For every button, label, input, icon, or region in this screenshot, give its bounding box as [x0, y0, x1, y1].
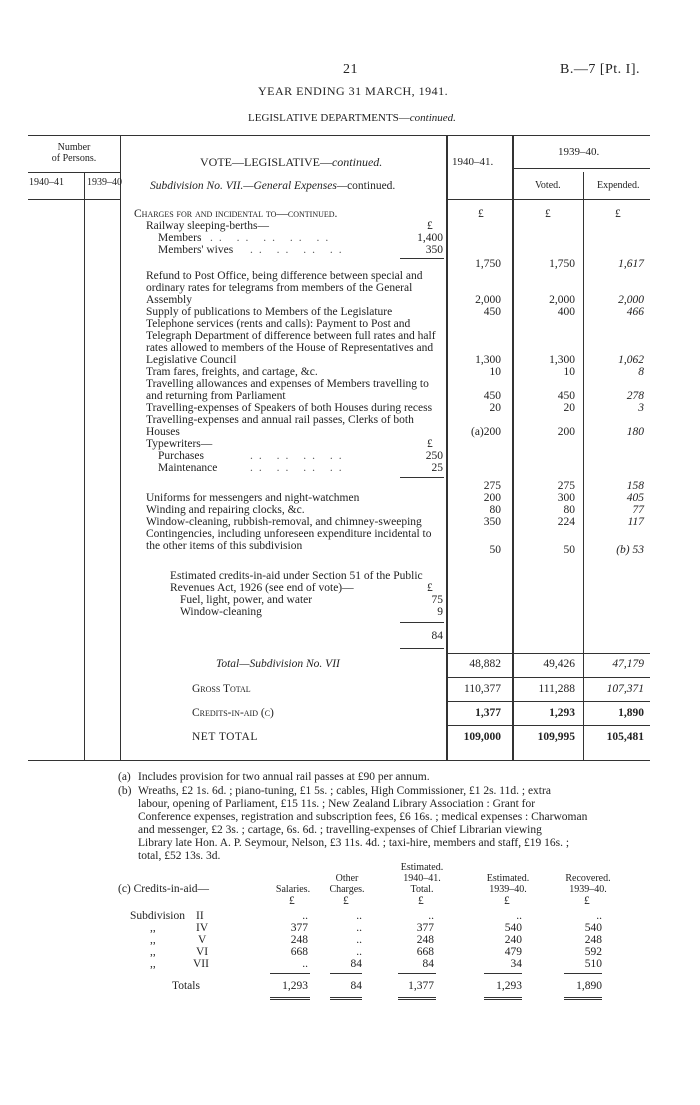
footnote-b [138, 785, 587, 863]
section-continued: continued. [409, 112, 456, 124]
table-bottom-rule [28, 760, 650, 761]
typewriters-voted: 275 [557, 480, 575, 492]
leader-dots: .. .. .. .. [250, 244, 348, 256]
telephone-label: Telephone services (rents and calls): Payment to Post and Telegraph Department of difference between full rates and half rates allowed to members of the House of Representatives and Legislative Council [146, 318, 436, 366]
tram-fares-voted: 10 [563, 366, 575, 378]
ct-currency: £ [289, 895, 295, 907]
speakers-travel-1940-41: 20 [489, 402, 501, 414]
publications-label: Supply of publications to Members of the Legislature [146, 306, 393, 318]
credits-currency: £ [427, 582, 433, 594]
footnote-b-line: Library late Hon. A. P. Seymour, Nelson, £3 11s. 4d. ; taxi-hire, members and staff, £19 16s. ; [138, 837, 570, 849]
ditto-mark: ,, [150, 946, 156, 958]
ct-rule [270, 973, 310, 974]
subdivision-total-1940-41: 48,882 [469, 658, 501, 670]
net-total-expended: 105,481 [606, 731, 644, 743]
ct-rec: .. [596, 910, 602, 922]
tram-fares-label: Tram fares, freights, and cartage, &c. [146, 366, 318, 378]
uniforms-voted: 300 [557, 492, 575, 504]
publications-voted: 400 [557, 306, 575, 318]
fuel-label: Fuel, light, power, and water [180, 594, 313, 606]
ct-est: 240 [504, 934, 522, 946]
currency-1940-41: £ [478, 208, 484, 220]
credits-in-aid-label: Credits-in-aid (c) [192, 707, 274, 719]
railway-currency: £ [427, 220, 433, 232]
vote-title-continued: continued. [331, 155, 383, 169]
subdivision-total-expended: 47,179 [612, 658, 644, 670]
subdivision-total-label: Total—Subdivision No. VII [216, 658, 340, 670]
leader-dots: .. .. .. .. [250, 450, 348, 462]
ct-rec: 592 [584, 946, 602, 958]
years-header-rule [513, 168, 650, 169]
ct-subdivision-word: Subdivision [130, 910, 185, 922]
footnote-b-line: Conference expenses, registration and subscription fees, £6 16s. ; medical expenses : Charwoman [138, 811, 588, 823]
typewriters-heading: Typewriters— [146, 438, 213, 450]
section-heading [248, 112, 456, 124]
contingencies-label: Contingencies, including unforeseen expenditure incidental to the other items of this subdivision [146, 528, 432, 552]
credits-in-aid-1940-41: 1,377 [475, 707, 501, 719]
net-total-rule [446, 725, 650, 726]
refund-voted: 2,000 [549, 294, 575, 306]
refund-expended: 2,000 [618, 294, 644, 306]
ct-rec: 248 [584, 934, 602, 946]
ct-est: 34 [510, 958, 522, 970]
railway-voted: 1,750 [549, 258, 575, 270]
speakers-travel-label: Travelling-expenses of Speakers of both Houses during recess [146, 402, 433, 414]
window-cleaning-voted: 224 [557, 516, 575, 528]
clerks-travel-expended: 180 [626, 426, 644, 438]
ditto-mark: ,, [150, 934, 156, 946]
page-title: YEAR ENDING 31 MARCH, 1941. [258, 84, 449, 98]
ct-total-rec: 1,890 [576, 980, 602, 992]
net-total-1940-41: 109,000 [463, 731, 501, 743]
travelling-allowances-label: Travelling allowances and expenses of Members travelling to and returning from Parliament [146, 378, 429, 402]
ct-double-rule [270, 997, 310, 1000]
col-1939-40-heading: 1939–40. [558, 146, 600, 158]
clocks-1940-41: 80 [489, 504, 501, 516]
ct-recovered-1939-40-heading: Recovered. 1939–40. [565, 873, 611, 895]
ct-rule [330, 973, 362, 974]
amount-column-rule-3 [583, 172, 584, 760]
window-credit-label: Window-cleaning [180, 606, 262, 618]
gross-total-label: Gross Total [192, 683, 251, 695]
amount-column-rule-2 [512, 135, 514, 760]
uniforms-label: Uniforms for messengers and night-watchmen [146, 492, 360, 504]
credits-intro: Estimated credits-in-aid under Section 51 of the Public Revenues Act, 1926 (see end of vote)— [170, 570, 423, 594]
travelling-allowances-expended: 278 [626, 390, 644, 402]
footnote-b-line: and messenger, £2 3s. ; cartage, 6s. 6d. ; travelling-expenses of Chief Librarian viewing [138, 824, 542, 836]
gross-total-rule [446, 677, 650, 678]
tram-fares-expended: 8 [638, 366, 644, 378]
refund-1940-41: 2,000 [475, 294, 501, 306]
footnote-a: Includes provision for two annual rail passes at £90 per annum. [138, 771, 430, 783]
ct-estimated-1940-41-heading: Estimated. 1940–41. Total. [400, 862, 444, 895]
railway-subtotal-rule [400, 258, 444, 259]
ct-sal: 668 [290, 946, 308, 958]
ct-oth: .. [356, 934, 362, 946]
window-cleaning-label: Window-cleaning, rubbish-removal, and chimney-sweeping [146, 516, 422, 528]
telephone-1940-41: 1,300 [475, 354, 501, 366]
subdivision-total-rule [446, 653, 650, 654]
table-top-rule [28, 135, 650, 136]
telephone-voted: 1,300 [549, 354, 575, 366]
ct-sub: IV [196, 922, 209, 934]
section-title: LEGISLATIVE DEPARTMENTS— [248, 112, 410, 124]
ct-tot: 377 [416, 922, 434, 934]
clerks-travel-1940-41: (a)200 [470, 426, 501, 438]
ct-totals-label: Totals [172, 980, 200, 992]
ct-currency: £ [418, 895, 424, 907]
telephone-expended: 1,062 [618, 354, 644, 366]
ct-rec: 510 [584, 958, 602, 970]
ditto-mark: ,, [150, 958, 156, 970]
clocks-expended: 77 [632, 504, 644, 516]
ct-sub: V [198, 934, 207, 946]
railway-wives-value: 350 [425, 244, 443, 256]
ct-estimated-1939-40-heading: Estimated. 1939–40. [486, 873, 530, 895]
ct-tot: 84 [422, 958, 434, 970]
credits-in-aid-rule [446, 701, 650, 702]
number-of-persons-heading: Number of Persons. [51, 142, 97, 164]
voted-heading: Voted. [535, 180, 561, 191]
ct-tot: .. [428, 910, 434, 922]
ct-sal: .. [302, 910, 308, 922]
footnote-b-line: labour, opening of Parliament, £15 11s. ; New Zealand Library Association : Grant for [138, 798, 536, 810]
ct-currency: £ [584, 895, 590, 907]
footnote-b-line: total, £52 13s. 3d. [138, 850, 221, 862]
tram-fares-1940-41: 10 [489, 366, 501, 378]
railway-members-value: 1,400 [417, 232, 443, 244]
ct-rule [398, 973, 436, 974]
credits-subtotal-rule [400, 622, 444, 623]
ct-sal: 377 [290, 922, 308, 934]
net-total-voted: 109,995 [537, 731, 575, 743]
expended-heading: Expended. [597, 180, 640, 191]
ct-currency: £ [504, 895, 510, 907]
ct-est: 540 [504, 922, 522, 934]
net-total-label: NET TOTAL [192, 731, 258, 743]
credits-in-aid-voted: 1,293 [549, 707, 575, 719]
leader-dots: .. .. .. .. .. [210, 232, 335, 244]
typewriters-currency: £ [427, 438, 433, 450]
currency-voted: £ [545, 208, 551, 220]
persons-subheader-rule [28, 199, 120, 200]
credits-in-aid-expended: 1,890 [618, 707, 644, 719]
contingencies-voted: 50 [563, 544, 575, 556]
gross-total-expended: 107,371 [606, 683, 644, 695]
typewriters-maintenance-value: 25 [431, 462, 443, 474]
ct-sal: 248 [290, 934, 308, 946]
typewriters-purchases-label: Purchases [158, 450, 204, 462]
ct-est: 479 [504, 946, 522, 958]
col-1940-41-heading: 1940–41. [452, 156, 494, 168]
ct-oth: 84 [350, 958, 362, 970]
amount-column-rule-1 [446, 135, 448, 760]
credits-total: 84 [431, 630, 443, 642]
year-1940-41-heading: 1940–41 [29, 177, 64, 188]
ct-sub: VII [193, 958, 209, 970]
year-1939-40-heading: 1939–40 [87, 177, 122, 188]
ct-double-rule [564, 997, 602, 1000]
leader-dots: .. .. .. .. [250, 462, 348, 474]
ct-sal: .. [302, 958, 308, 970]
ct-total-est: 1,293 [496, 980, 522, 992]
ct-double-rule [330, 997, 362, 1000]
credits-table-label: (c) Credits-in-aid— [118, 883, 210, 895]
currency-expended: £ [615, 208, 621, 220]
contingencies-1940-41: 50 [489, 544, 501, 556]
subdivision-heading [150, 180, 395, 192]
window-credit-value: 9 [437, 606, 443, 618]
railway-heading: Railway sleeping-berths— [146, 220, 269, 232]
charges-heading: Charges for and incidental to—continued. [134, 208, 338, 220]
ct-rule [484, 973, 522, 974]
vote-title-text: VOTE—LEGISLATIVE— [200, 155, 332, 169]
typewriters-1940-41: 275 [483, 480, 501, 492]
ct-est: .. [516, 910, 522, 922]
typewriters-purchases-value: 250 [425, 450, 443, 462]
persons-divider [84, 172, 85, 760]
publications-1940-41: 450 [483, 306, 501, 318]
footnote-b-mark: (b) [118, 785, 132, 797]
footnote-a-mark: (a) [118, 771, 131, 783]
typewriters-expended: 158 [626, 480, 644, 492]
ct-rule [564, 973, 602, 974]
clerks-travel-label: Travelling-expenses and annual rail passes, Clerks of both Houses [146, 414, 414, 438]
railway-members-label: Members [158, 232, 202, 244]
footnote-b-line: Wreaths, £2 1s. 6d. ; piano-tuning, £1 5s. ; cables, High Commissioner, £1 2s. 11d. ; extra [138, 785, 551, 797]
subdivision-total-voted: 49,426 [543, 658, 575, 670]
clerks-travel-voted: 200 [557, 426, 575, 438]
ct-salaries-heading: Salaries. [275, 884, 311, 895]
ct-other-charges-heading: Other Charges. [329, 873, 365, 895]
ct-double-rule [398, 997, 436, 1000]
ct-currency: £ [343, 895, 349, 907]
uniforms-1940-41: 200 [483, 492, 501, 504]
speakers-travel-expended: 3 [638, 402, 644, 414]
typewriters-maintenance-label: Maintenance [158, 462, 218, 474]
window-cleaning-expended: 117 [627, 516, 644, 528]
persons-header-rule [28, 172, 120, 173]
ct-oth: .. [356, 946, 362, 958]
publications-expended: 466 [626, 306, 644, 318]
ct-sub: II [196, 910, 204, 922]
ct-tot: 248 [416, 934, 434, 946]
ditto-mark: ,, [150, 922, 156, 934]
window-cleaning-1940-41: 350 [483, 516, 501, 528]
ct-total-oth: 84 [350, 980, 362, 992]
ct-total-sal: 1,293 [282, 980, 308, 992]
refund-post-office-label: Refund to Post Office, being difference between special and ordinary rates for telegrams from members of the General Assembly [146, 270, 423, 306]
ct-sub: VI [196, 946, 209, 958]
persons-column-rule [120, 135, 121, 760]
contingencies-expended: (b) 53 [616, 544, 644, 556]
ct-total-tot: 1,377 [408, 980, 434, 992]
page-number: 21 [343, 62, 358, 77]
subdivision-continued: continued. [347, 180, 396, 192]
fuel-value: 75 [431, 594, 443, 606]
clocks-voted: 80 [563, 504, 575, 516]
subdivision-title: Subdivision No. VII.—General Expenses— [150, 180, 348, 192]
vote-title [200, 155, 382, 170]
credits-total-rule [400, 648, 444, 649]
speakers-travel-voted: 20 [563, 402, 575, 414]
gross-total-1940-41: 110,377 [464, 683, 501, 695]
railway-wives-label: Members' wives [158, 244, 234, 256]
document-reference: B.—7 [Pt. I]. [560, 62, 640, 77]
railway-1940-41: 1,750 [475, 258, 501, 270]
gross-total-voted: 111,288 [538, 683, 575, 695]
ct-tot: 668 [416, 946, 434, 958]
ct-oth: .. [356, 922, 362, 934]
ct-oth: .. [356, 910, 362, 922]
columns-header-rule [446, 199, 650, 200]
travelling-allowances-1940-41: 450 [483, 390, 501, 402]
travelling-allowances-voted: 450 [557, 390, 575, 402]
typewriters-subtotal-rule [400, 477, 444, 478]
railway-expended: 1,617 [618, 258, 644, 270]
clocks-label: Winding and repairing clocks, &c. [146, 504, 305, 516]
ct-double-rule [484, 997, 522, 1000]
ct-rec: 540 [584, 922, 602, 934]
uniforms-expended: 405 [626, 492, 644, 504]
